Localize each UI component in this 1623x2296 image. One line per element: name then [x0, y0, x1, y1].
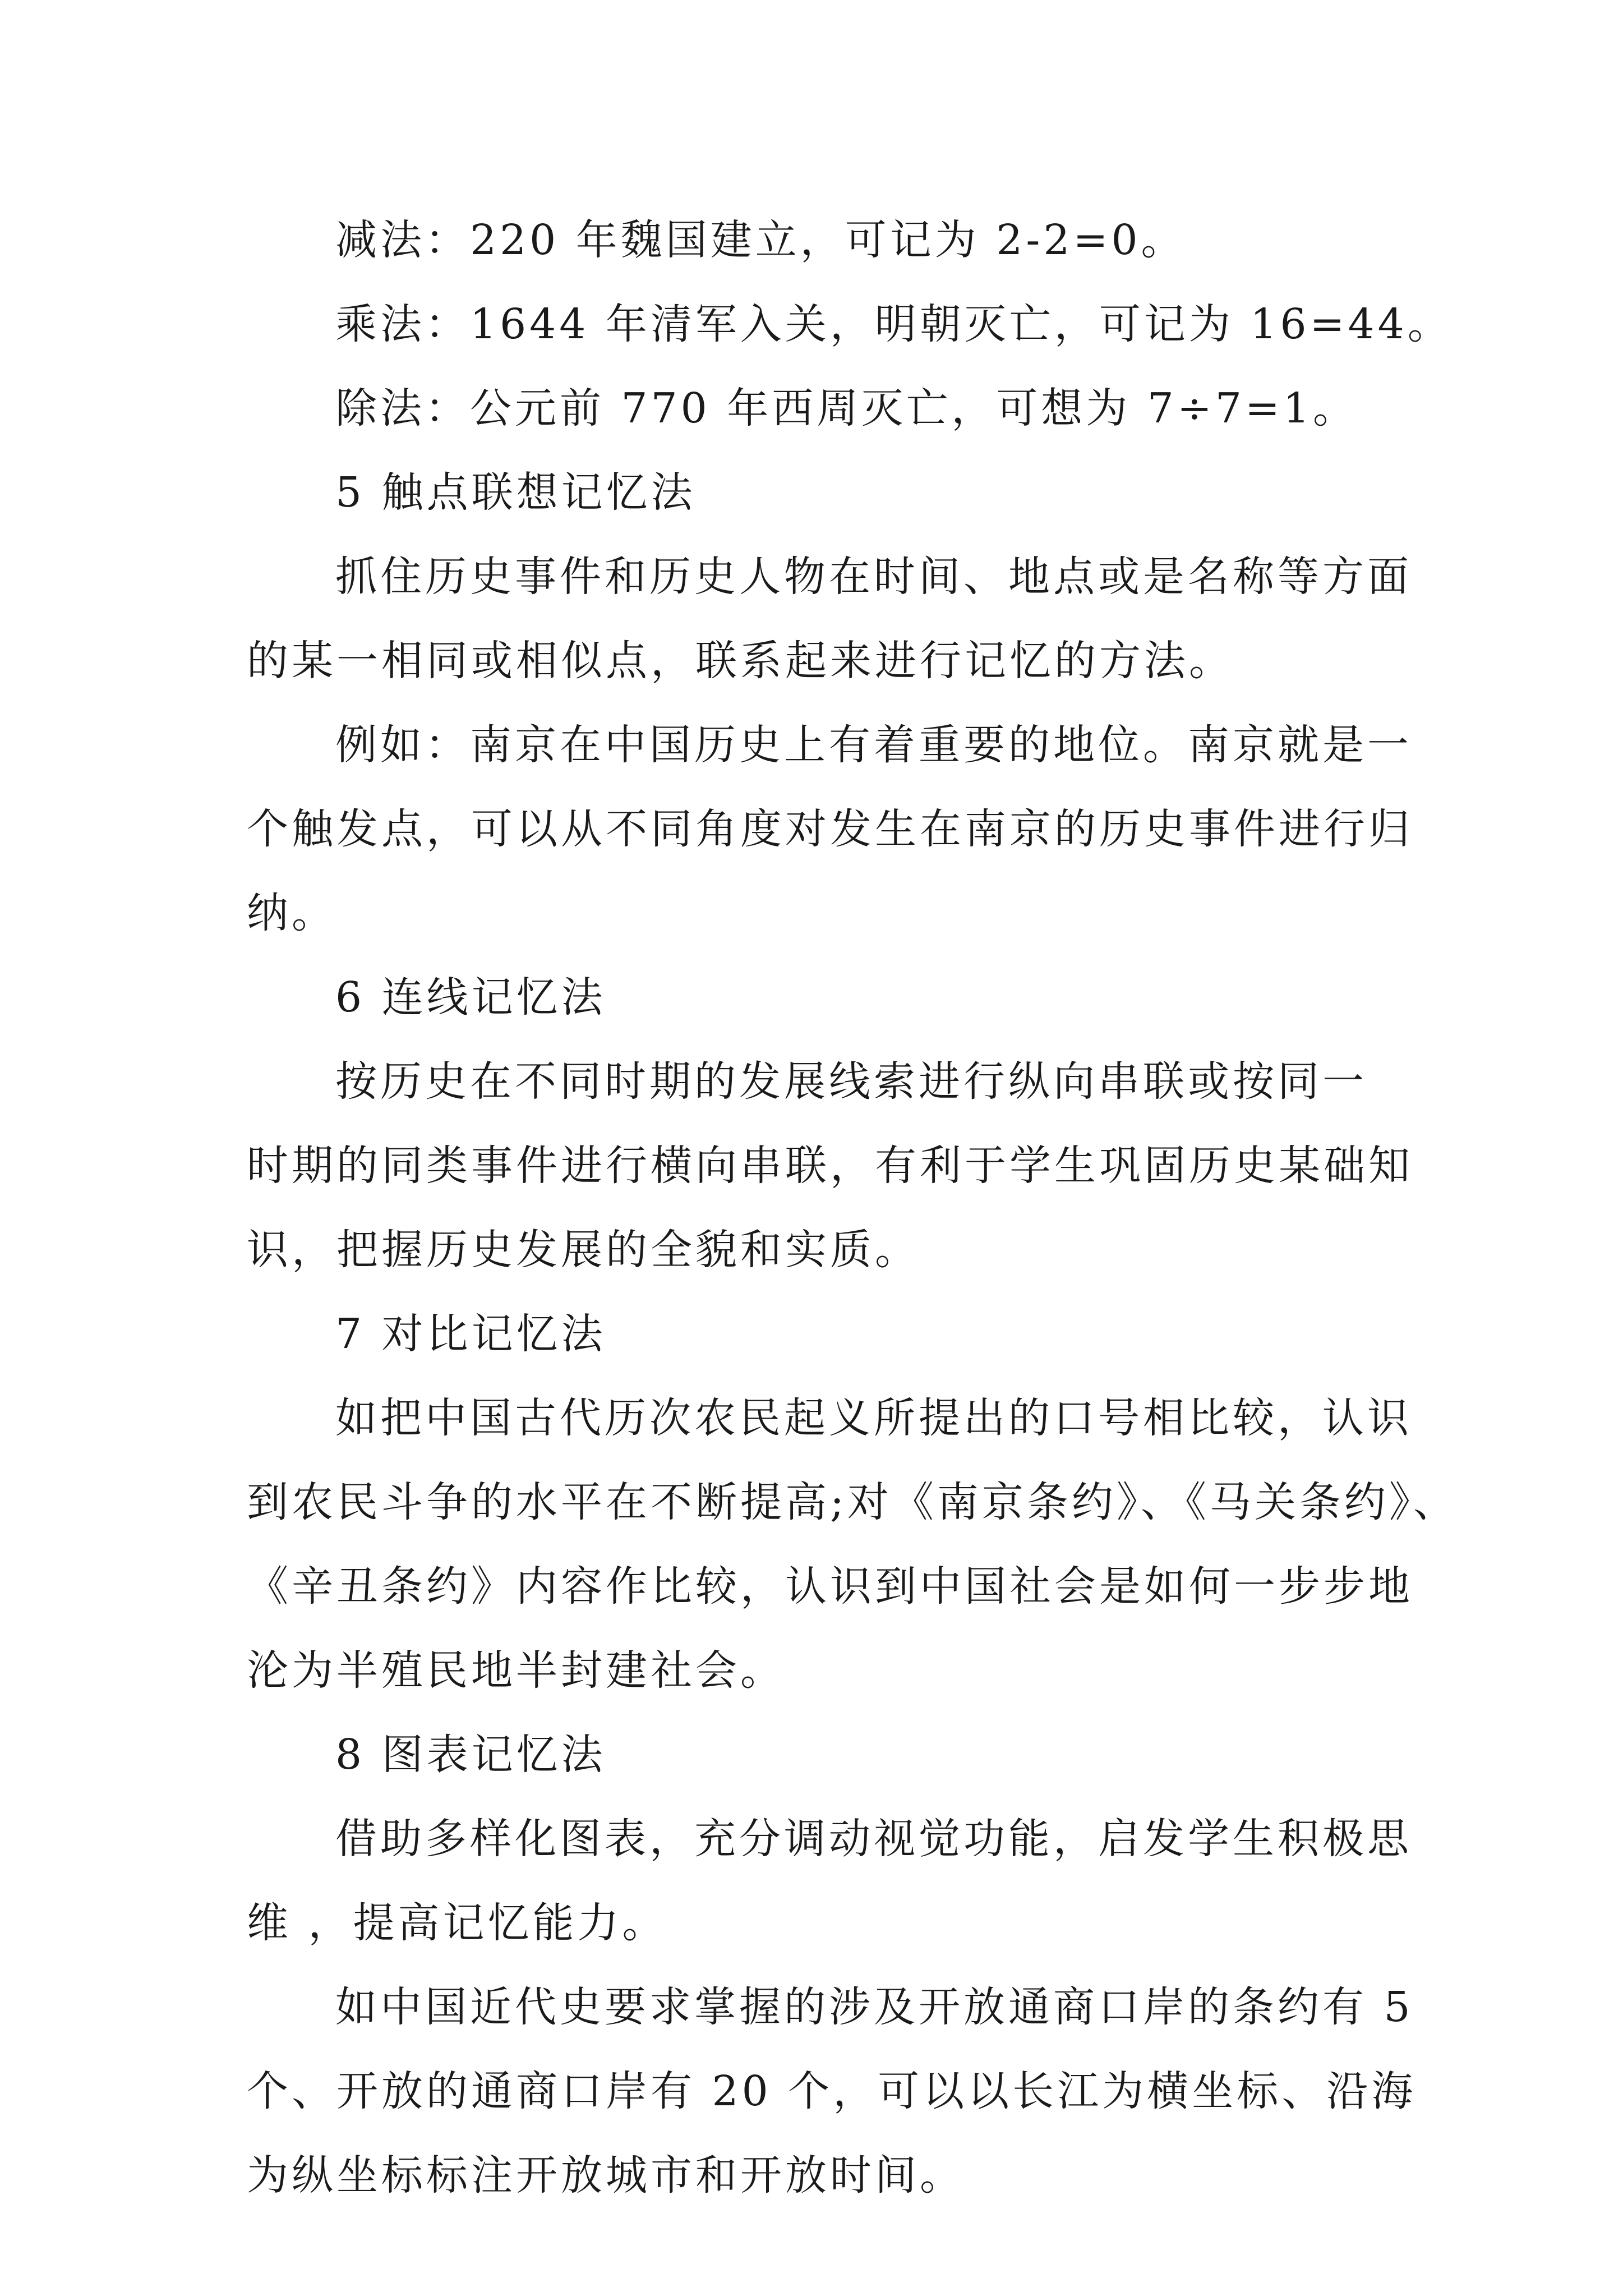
text-line: 时期的同类事件进行横向串联，有利于学生巩固历史某础知 — [247, 1142, 1413, 1190]
text-line: 如把中国古代历次农民起义所提出的口号相比较，认识 — [335, 1394, 1412, 1442]
text-line: 到农民斗争的水平在不断提高;对《南京条约》、《马关条约》、 — [247, 1478, 1458, 1526]
text-line-division: 除法：公元前 770 年西周灭亡，可想为 7÷7=1。 — [335, 384, 1358, 432]
text-line: 的某一相同或相似点，联系起来进行记忆的方法。 — [247, 637, 1234, 685]
text-line: 如中国近代史要求掌握的涉及开放通商口岸的条约有 5 — [335, 1983, 1414, 2031]
section-heading-5: 5 触点联想记忆法 — [335, 468, 696, 517]
text-line: 借助多样化图表，充分调动视觉功能，启发学生积极思 — [335, 1815, 1412, 1863]
text-line-multiplication: 乘法：1644 年清军入关，明朝灭亡，可记为 16=44。 — [335, 300, 1453, 348]
text-line: 维 ，提高记忆能力。 — [247, 1899, 667, 1947]
text-line: 为纵坐标标注开放城市和开放时间。 — [247, 2151, 965, 2200]
text-line: 纳。 — [247, 889, 336, 937]
section-heading-6: 6 连线记忆法 — [335, 973, 606, 1022]
text-line: 抓住历史事件和历史人物在时间、地点或是名称等方面 — [335, 553, 1412, 601]
text-line: 《辛丑条约》内容作比较，认识到中国社会是如何一步步地 — [247, 1562, 1413, 1611]
text-line: 个触发点，可以从不同角度对发生在南京的历史事件进行归 — [247, 805, 1413, 853]
text-line-subtraction: 减法：220 年魏国建立，可记为 2-2=0。 — [335, 216, 1186, 264]
section-heading-7: 7 对比记忆法 — [335, 1310, 606, 1358]
section-heading-8: 8 图表记忆法 — [335, 1731, 606, 1779]
text-line: 沦为半殖民地半封建社会。 — [247, 1646, 785, 1695]
text-line: 按历史在不同时期的发展线索进行纵向串联或按同一 — [335, 1057, 1367, 1106]
text-line: 例如：南京在中国历史上有着重要的地位。南京就是一 — [335, 721, 1412, 769]
text-line: 个、开放的通商口岸有 20 个，可以以长江为横坐标、沿海 — [247, 2067, 1417, 2115]
text-line: 识，把握历史发展的全貌和实质。 — [247, 1226, 920, 1274]
